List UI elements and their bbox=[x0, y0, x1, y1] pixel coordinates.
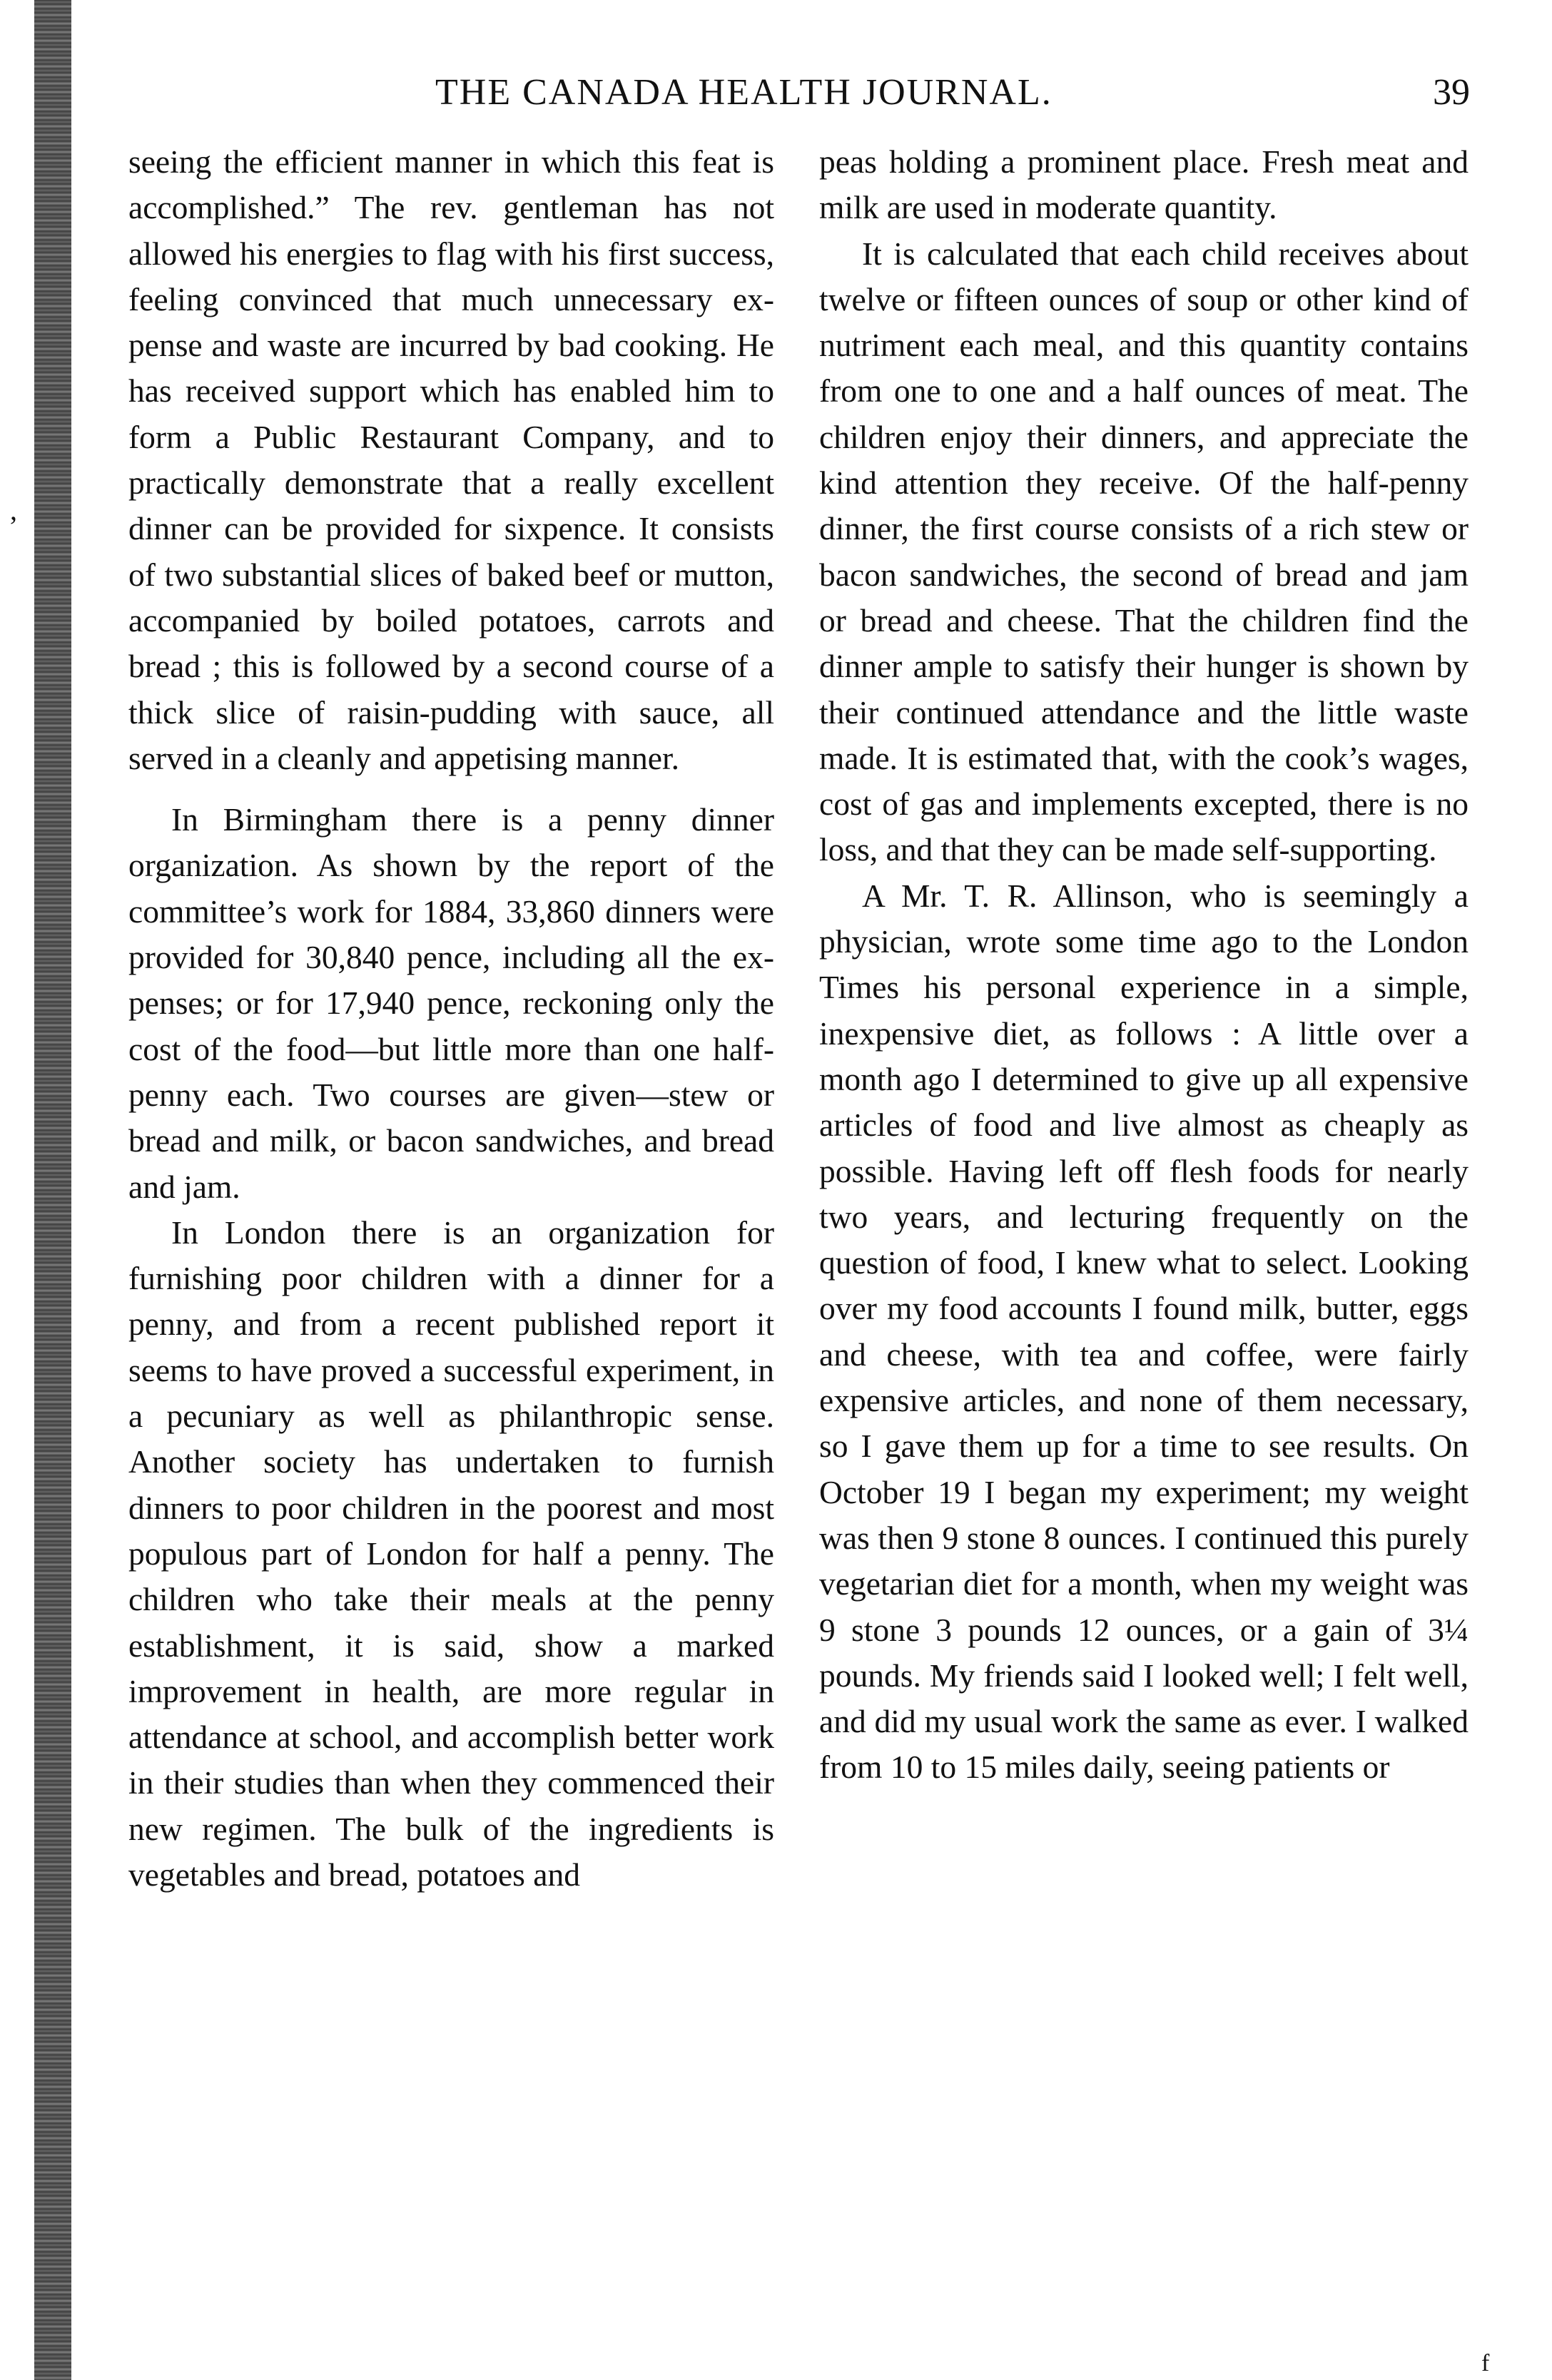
page-number: 39 bbox=[1433, 72, 1470, 113]
right-paragraph-3: A Mr. T. R. Allinson, who is seemingly a physician, wrote some time ago to the London Times his personal experience in a simple, inexpensive diet, as follows : A little over a month ago I determined to give up all expensive articles of food and live almost as cheaply as possible. Having left off flesh foods for nearly two years, and lecturing frequently on the question of food, I knew what to select. Looking over my food accounts I found milk, butter, eggs and cheese, with tea and coffee, were fairly expensive articles, and none of them necessary, so I gave them up for a time to see results. On October 19 I began my experiment; my weight was then 9 stone 8 ounces. I continued this purely vegetarian diet for a month, when my weight was 9 stone 3 pounds 12 ounces, or a gain of 3¼ pounds. My friends said I looked well; I felt well, and did my usual work the same as ever. I walked from 10 to 15 miles daily, seeing patients or bbox=[819, 877, 1469, 1786]
margin-mark-right: f bbox=[1481, 2350, 1490, 2376]
left-paragraph-1: seeing the efficient manner in which this feat is accomplished.” The rev. gentleman has not allowed his energies to flag with his first success, feeling convinced that much unnecessary expense and waste are incurred by bad cooking. He has received support which has enabled him to form a Public Restaurant Company, and to practically demonstrate that a really excellent dinner can be provided for sixpence. It consists of two substantial slices of baked beef or mutton, accompanied by boiled potatoes, carrots and bread ; this is followed by a second course of a thick slice of raisin-pudding with sauce, all served in a cleanly and appetising manner. bbox=[128, 143, 774, 776]
right-column bbox=[819, 139, 1469, 1791]
page-binding-edge bbox=[34, 0, 71, 2380]
right-paragraph-1: peas holding a prominent place. Fresh meat and milk are used in moderate quantity. bbox=[819, 143, 1469, 226]
left-paragraph-3: In London there is an organization for furnishing poor children with a dinner for a penny, and from a recent published report it seems to have proved a successful experiment, in a pecuniary as well as philanthropic sense. Another society has undertaken to furnish dinners to poor children in the poorest and most populous part of London for half a penny. The children who take their meals at the penny establishment, it is said, show a marked improvement in health, are more regular in attendance at school, and accomplish better work in their studies than when they commenced their new regimen. The bulk of the ingredients is vegetables and bread, potatoes and bbox=[128, 1214, 774, 1893]
left-paragraph-2: In Birmingham there is a penny dinner organization. As shown by the report of the committee’s work for 1884, 33,860 dinners were provided for 30,840 pence, including all the expenses; or for 17,940 pence, reckoning only the cost of the food—but little more than one half-penny each. Two courses are given—stew or bread and milk, or bacon sandwiches, and bread and jam. bbox=[128, 801, 774, 1205]
running-header bbox=[128, 71, 1470, 121]
left-column bbox=[128, 139, 774, 1898]
journal-title: THE CANADA HEALTH JOURNAL. bbox=[435, 72, 1053, 113]
margin-mark-left: ’ bbox=[9, 510, 19, 542]
right-paragraph-2: It is calculated that each child receives about twelve or fifteen ounces of soup or other kind of nutriment each meal, and this quantity contains from one to one and a half ounces of meat. The children enjoy their dinners, and appreciate the kind attention they receive. Of the half-penny dinner, the first course consists of a rich stew or bacon sandwiches, the second of bread and jam or bread and cheese. That the children find the dinner ample to satisfy their hunger is shown by their continued attendance and the little waste made. It is estimated that, with the cook’s wages, cost of gas and implements excepted, there is no loss, and that they can be made self-supporting. bbox=[819, 235, 1469, 868]
